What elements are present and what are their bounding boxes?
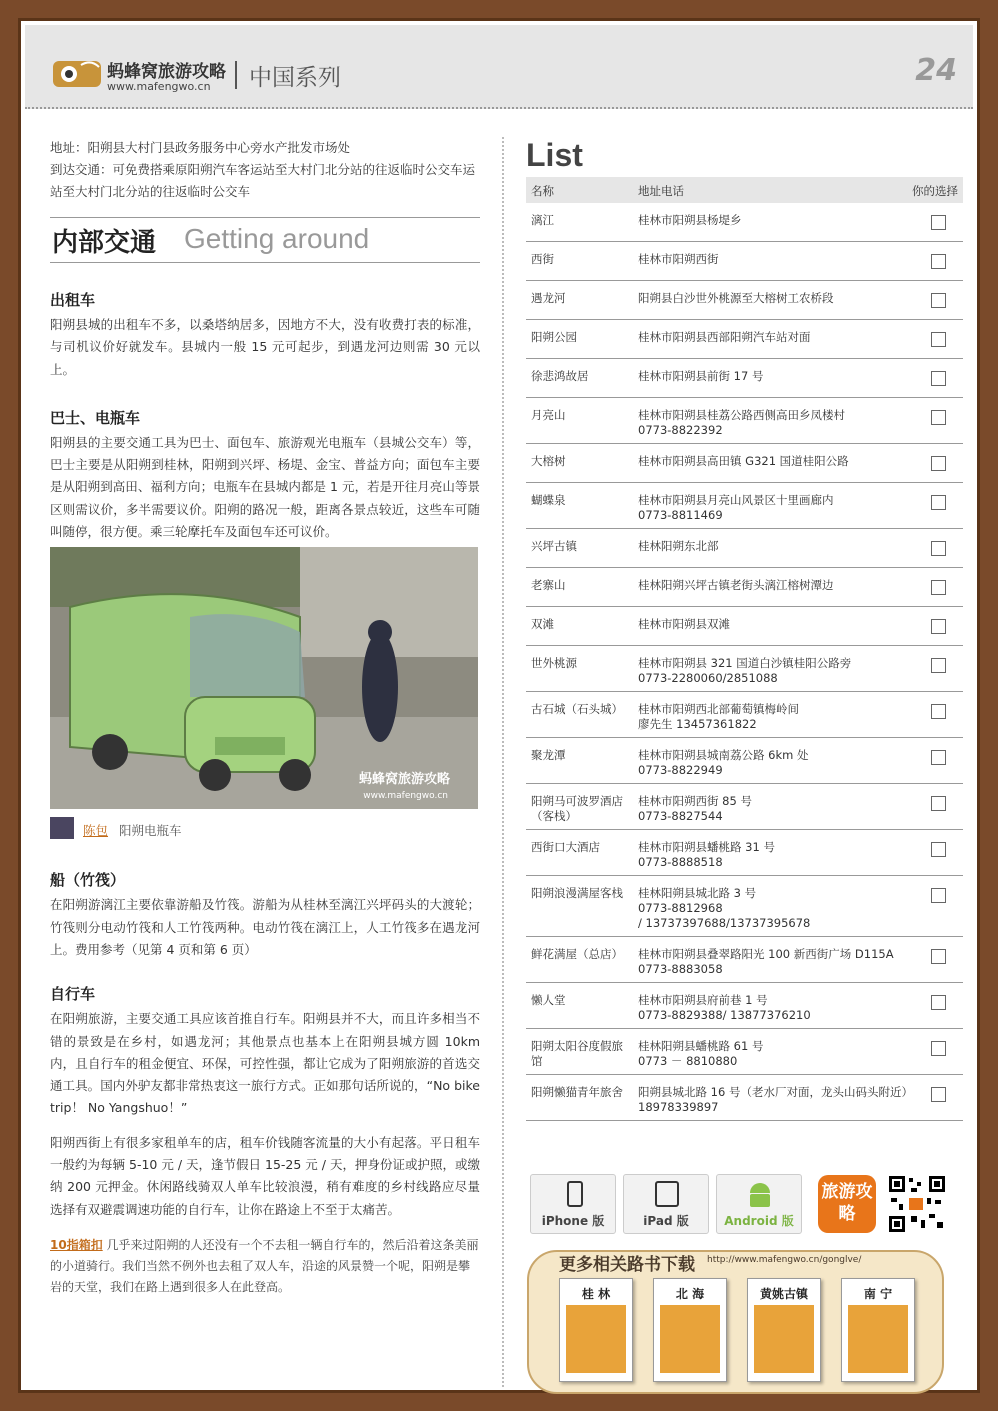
list-row	[526, 242, 963, 281]
android-app-button[interactable]	[716, 1174, 802, 1234]
qr-code-icon	[887, 1174, 947, 1234]
guide-book-title: 黄姚古镇	[759, 1287, 808, 1301]
choice-checkbox[interactable]	[931, 254, 946, 269]
list-row-address: 桂林市阳朔县 321 国道白沙镇桂阳公路旁 0773-2280060/2851088	[638, 656, 852, 685]
more-guides-url[interactable]: http://www.mafengwo.cn/gonglve/	[707, 1255, 862, 1265]
mafengwo-logo-icon	[51, 55, 105, 89]
list-row-name: 大榕树	[531, 454, 566, 468]
ipad-icon	[655, 1181, 679, 1207]
list-title: List	[526, 137, 583, 173]
list-row	[526, 398, 963, 444]
mafengwo-app-icon[interactable]: 旅游攻略	[818, 1175, 876, 1233]
choice-checkbox[interactable]	[931, 796, 946, 811]
page-header	[25, 25, 973, 109]
caption-author-link[interactable]: 陈包	[83, 823, 109, 839]
choice-checkbox[interactable]	[931, 619, 946, 634]
list-row	[526, 281, 963, 320]
choice-checkbox[interactable]	[931, 495, 946, 510]
list-row	[526, 607, 963, 646]
header-separator	[235, 61, 237, 89]
list-rows	[526, 203, 963, 1121]
list-row-name: 阳朔懒猫青年旅舍	[531, 1085, 623, 1099]
guide-book[interactable]	[747, 1278, 821, 1382]
list-row	[526, 483, 963, 529]
list-row-address: 桂林市阳朔县桂荔公路西侧高田乡凤楼村 0773-8822392	[638, 408, 845, 437]
boat-text: 在阳朔游漓江主要依靠游船及竹筏。游船为从桂林至漓江兴坪码头的大渡轮；竹筏则分电动竹筏和人工竹筏两种。电动竹筏在漓江上，人工竹筏多在遇龙河上。费用参考（见第 4 页和第 6 页）	[50, 897, 480, 957]
list-row-address: 桂林阳朔县城北路 3 号 0773-8812968 / 13737397688/13737395678	[638, 886, 811, 930]
list-row-name: 月亮山	[531, 408, 566, 422]
list-row-address: 桂林市阳朔西北部葡萄镇梅岭间 廖先生 13457361822	[638, 702, 799, 731]
choice-checkbox[interactable]	[931, 456, 946, 471]
list-row-name: 古石城（石头城）	[531, 702, 623, 716]
list-row	[526, 738, 963, 784]
list-row	[526, 830, 963, 876]
list-row-name: 懒人堂	[531, 993, 566, 1007]
choice-checkbox[interactable]	[931, 410, 946, 425]
bus-text: 阳朔县的主要交通工具为巴士、面包车、旅游观光电瓶车（县城公交车）等，巴士主要是从阳朔到桂林，阳朔到兴坪、杨堤、金宝、普益方向；面包车主要是从阳朔到高田、福利方向；电瓶车在县城内都是 1 元，若是开往月亮山等景区则需议价，多半需要议价。阳朔的路况一般，距离各景点较近，这些车可随叫随停，很方便。乘三轮摩托车及面包车还可议价。	[50, 434, 480, 540]
guide-book-cover	[566, 1305, 626, 1373]
bike-title: 自行车	[50, 985, 96, 1004]
traveler-tip	[50, 1235, 480, 1298]
choice-checkbox[interactable]	[931, 371, 946, 386]
list-row-address: 桂林阳朔县蟠桃路 61 号 0773 － 8810880	[638, 1039, 764, 1068]
guide-book-title: 桂 林	[581, 1287, 611, 1301]
choice-checkbox[interactable]	[931, 215, 946, 230]
choice-checkbox[interactable]	[931, 949, 946, 964]
choice-checkbox[interactable]	[931, 704, 946, 719]
list-row	[526, 568, 963, 607]
list-row	[526, 320, 963, 359]
guide-book-cover	[660, 1305, 720, 1373]
col-name-header: 名称	[531, 184, 554, 198]
android-icon	[747, 1181, 773, 1209]
guide-book[interactable]	[841, 1278, 915, 1382]
list-row-address: 桂林市阳朔县月亮山风景区十里画廊内 0773-8811469	[638, 493, 834, 522]
address-line: 地址：阳朔县大村门县政务服务中心旁水产批发市场处	[50, 140, 351, 155]
photo-caption	[50, 817, 480, 839]
avatar[interactable]	[50, 817, 74, 839]
list-row-address: 桂林市阳朔县叠翠路阳光 100 新西街广场 D115A 0773-8883058	[638, 947, 894, 976]
choice-checkbox[interactable]	[931, 293, 946, 308]
list-row	[526, 1075, 963, 1121]
boat-title: 船（竹筏）	[50, 871, 126, 890]
tip-text: 几乎来过阳朔的人还没有一个不去租一辆自行车的，然后沿着这条美丽的小道骑行。我们当然不例外也去租了双人车，沿途的风景赞一个呢，阳朔是攀岩的天堂，我们在路上遇到很多人在此登高。	[50, 1237, 479, 1294]
list-row-name: 阳朔浪漫满屋客栈	[531, 886, 623, 900]
col-addr-header: 地址电话	[638, 184, 684, 198]
list-header	[526, 177, 963, 203]
guide-book-cover	[754, 1305, 814, 1373]
list-row-address: 桂林市阳朔县双滩	[638, 617, 730, 631]
list-row-name: 遇龙河	[531, 291, 566, 305]
list-row-address: 桂林市阳朔县城南荔公路 6km 处 0773-8822949	[638, 748, 809, 777]
col-choice-header: 你的选择	[912, 184, 958, 198]
list-row-name: 阳朔太阳谷度假旅馆	[531, 1039, 623, 1068]
list-row-name: 聚龙潭	[531, 748, 566, 762]
choice-checkbox[interactable]	[931, 658, 946, 673]
android-label: Android 版	[724, 1214, 794, 1228]
choice-checkbox[interactable]	[931, 750, 946, 765]
list-row-name: 阳朔马可波罗酒店（客栈）	[531, 794, 623, 823]
list-row-name: 徐悲鸿故居	[531, 369, 589, 383]
list-row-address: 阳朔县白沙世外桃源至大榕树工农桥段	[638, 291, 834, 305]
list-row	[526, 692, 963, 738]
left-column	[50, 137, 480, 1298]
right-column	[526, 137, 963, 1301]
series-title: 中国系列	[249, 65, 341, 91]
more-guides-banner	[527, 1250, 944, 1394]
list-row-name: 兴坪古镇	[531, 539, 577, 553]
app-downloads	[530, 1174, 950, 1236]
choice-checkbox[interactable]	[931, 995, 946, 1010]
list-row	[526, 784, 963, 830]
list-row-name: 老寨山	[531, 578, 566, 592]
list-row-name: 鲜花满屋（总店）	[531, 947, 623, 961]
list-row-address: 桂林市阳朔县蟠桃路 31 号 0773-8888518	[638, 840, 775, 869]
list-row-name: 西街	[531, 252, 554, 266]
guide-book-title: 南 宁	[863, 1287, 893, 1301]
list-row	[526, 1029, 963, 1075]
section-title-cn: 内部交通	[52, 228, 157, 258]
bike-text-2: 阳朔西街上有很多家租单车的店，租车价钱随客流量的大小有起落。平日租车一般约为每辆 5-10 元 / 天，逢节假日 15-25 元 / 天，押身份证或护照，或缴纳 200 元押金。休闲路线骑双人单车比较浪漫，稍有难度的乡村线路应尽量选择有双避震调速功能的自行车，让你在路途上不至于太痛苦。	[50, 1134, 480, 1217]
list-row	[526, 983, 963, 1029]
page-frame	[18, 18, 980, 1393]
list-row-name: 阳朔公园	[531, 330, 577, 344]
taxi-text: 阳朔县城的出租车不多，以桑塔纳居多，因地方不大，没有收费打表的标准，与司机议价好就发车。县城内一般 15 元可起步，到遇龙河边则需 30 元以上。	[50, 317, 480, 377]
guide-book-cover	[848, 1305, 908, 1373]
page-number: 24	[915, 53, 957, 88]
iphone-app-button[interactable]	[530, 1174, 616, 1234]
column-divider	[502, 137, 504, 1387]
more-guides-title: 更多相关路书下载	[559, 1255, 695, 1275]
choice-checkbox[interactable]	[931, 888, 946, 903]
guide-book-title: 北 海	[675, 1287, 705, 1301]
choice-checkbox[interactable]	[931, 1041, 946, 1056]
section-heading	[50, 217, 480, 263]
list-row	[526, 876, 963, 937]
list-row	[526, 359, 963, 398]
ipad-label: iPad 版	[643, 1214, 689, 1228]
list-row	[526, 203, 963, 242]
list-row-address: 桂林市阳朔县杨堤乡	[638, 213, 742, 227]
section-title-en: Getting around	[184, 223, 370, 254]
list-row-name: 世外桃源	[531, 656, 577, 670]
guide-book[interactable]	[559, 1278, 633, 1382]
ipad-app-button[interactable]	[623, 1174, 709, 1234]
logo-url: www.mafengwo.cn	[107, 80, 211, 93]
list-row	[526, 444, 963, 483]
photo-watermark: 蚂蜂窝旅游攻略	[358, 772, 450, 788]
list-row-address: 桂林市阳朔县前街 17 号	[638, 369, 764, 383]
list-row-address: 桂林市阳朔县西部阳朔汽车站对面	[638, 330, 811, 344]
choice-checkbox[interactable]	[931, 580, 946, 595]
list-row-name: 漓江	[531, 213, 554, 227]
bus-title: 巴士、电瓶车	[50, 408, 141, 427]
photo-watermark-url: www.mafengwo.cn	[363, 791, 448, 802]
bike-text-1: 在阳朔旅游，主要交通工具应该首推自行车。阳朔县并不大，而且许多相当不错的景致是在乡村，如遇龙河；其他景点也基本上在阳朔县城方圆 10km 内，且自行车的租金便宜、环保，可控性强，都让它成为了阳朔旅游的首选交通工具。国内外驴友都非常热衷这一旅行方式。正如那句话所说的，“No bike trip！ No Yangshuo！”	[50, 1011, 480, 1116]
choice-checkbox[interactable]	[931, 842, 946, 857]
electric-cart-photo	[50, 547, 478, 809]
list-row-address: 桂林市阳朔西街	[638, 252, 719, 266]
transport-line: 到达交通：可免费搭乘原阳朔汽车客运站至大村门北分站的往返临时公交车运站至大村门北分站的往返临时公交车	[50, 162, 476, 199]
list-row-address: 桂林阳朔兴坪古镇老街头漓江榕树潭边	[638, 578, 834, 592]
tip-author-link[interactable]: 10指箱扣	[50, 1237, 103, 1252]
choice-checkbox[interactable]	[931, 541, 946, 556]
list-row-name: 蝴蝶泉	[531, 493, 566, 507]
list-row	[526, 529, 963, 568]
caption-text: 阳朔电瓶车	[119, 823, 182, 839]
iphone-icon	[567, 1181, 583, 1207]
list-row-address: 桂林市阳朔县府前巷 1 号 0773-8829388/ 13877376210	[638, 993, 811, 1022]
list-row-address: 桂林市阳朔西街 85 号 0773-8827544	[638, 794, 752, 823]
list-row-address: 桂林阳朔东北部	[638, 539, 719, 553]
list-row	[526, 937, 963, 983]
list-row-address: 桂林市阳朔县高田镇 G321 国道桂阳公路	[638, 454, 849, 468]
choice-checkbox[interactable]	[931, 1087, 946, 1102]
choice-checkbox[interactable]	[931, 332, 946, 347]
list-row-name: 西街口大酒店	[531, 840, 600, 854]
iphone-label: iPhone 版	[541, 1214, 605, 1228]
guide-book[interactable]	[653, 1278, 727, 1382]
list-row	[526, 646, 963, 692]
list-row-address: 阳朔县城北路 16 号（老水厂对面，龙头山码头附近） 18978339897	[638, 1085, 913, 1114]
list-row-name: 双滩	[531, 617, 554, 631]
taxi-title: 出租车	[50, 291, 96, 309]
logo-text: 蚂蜂窝旅游攻略	[107, 62, 226, 82]
